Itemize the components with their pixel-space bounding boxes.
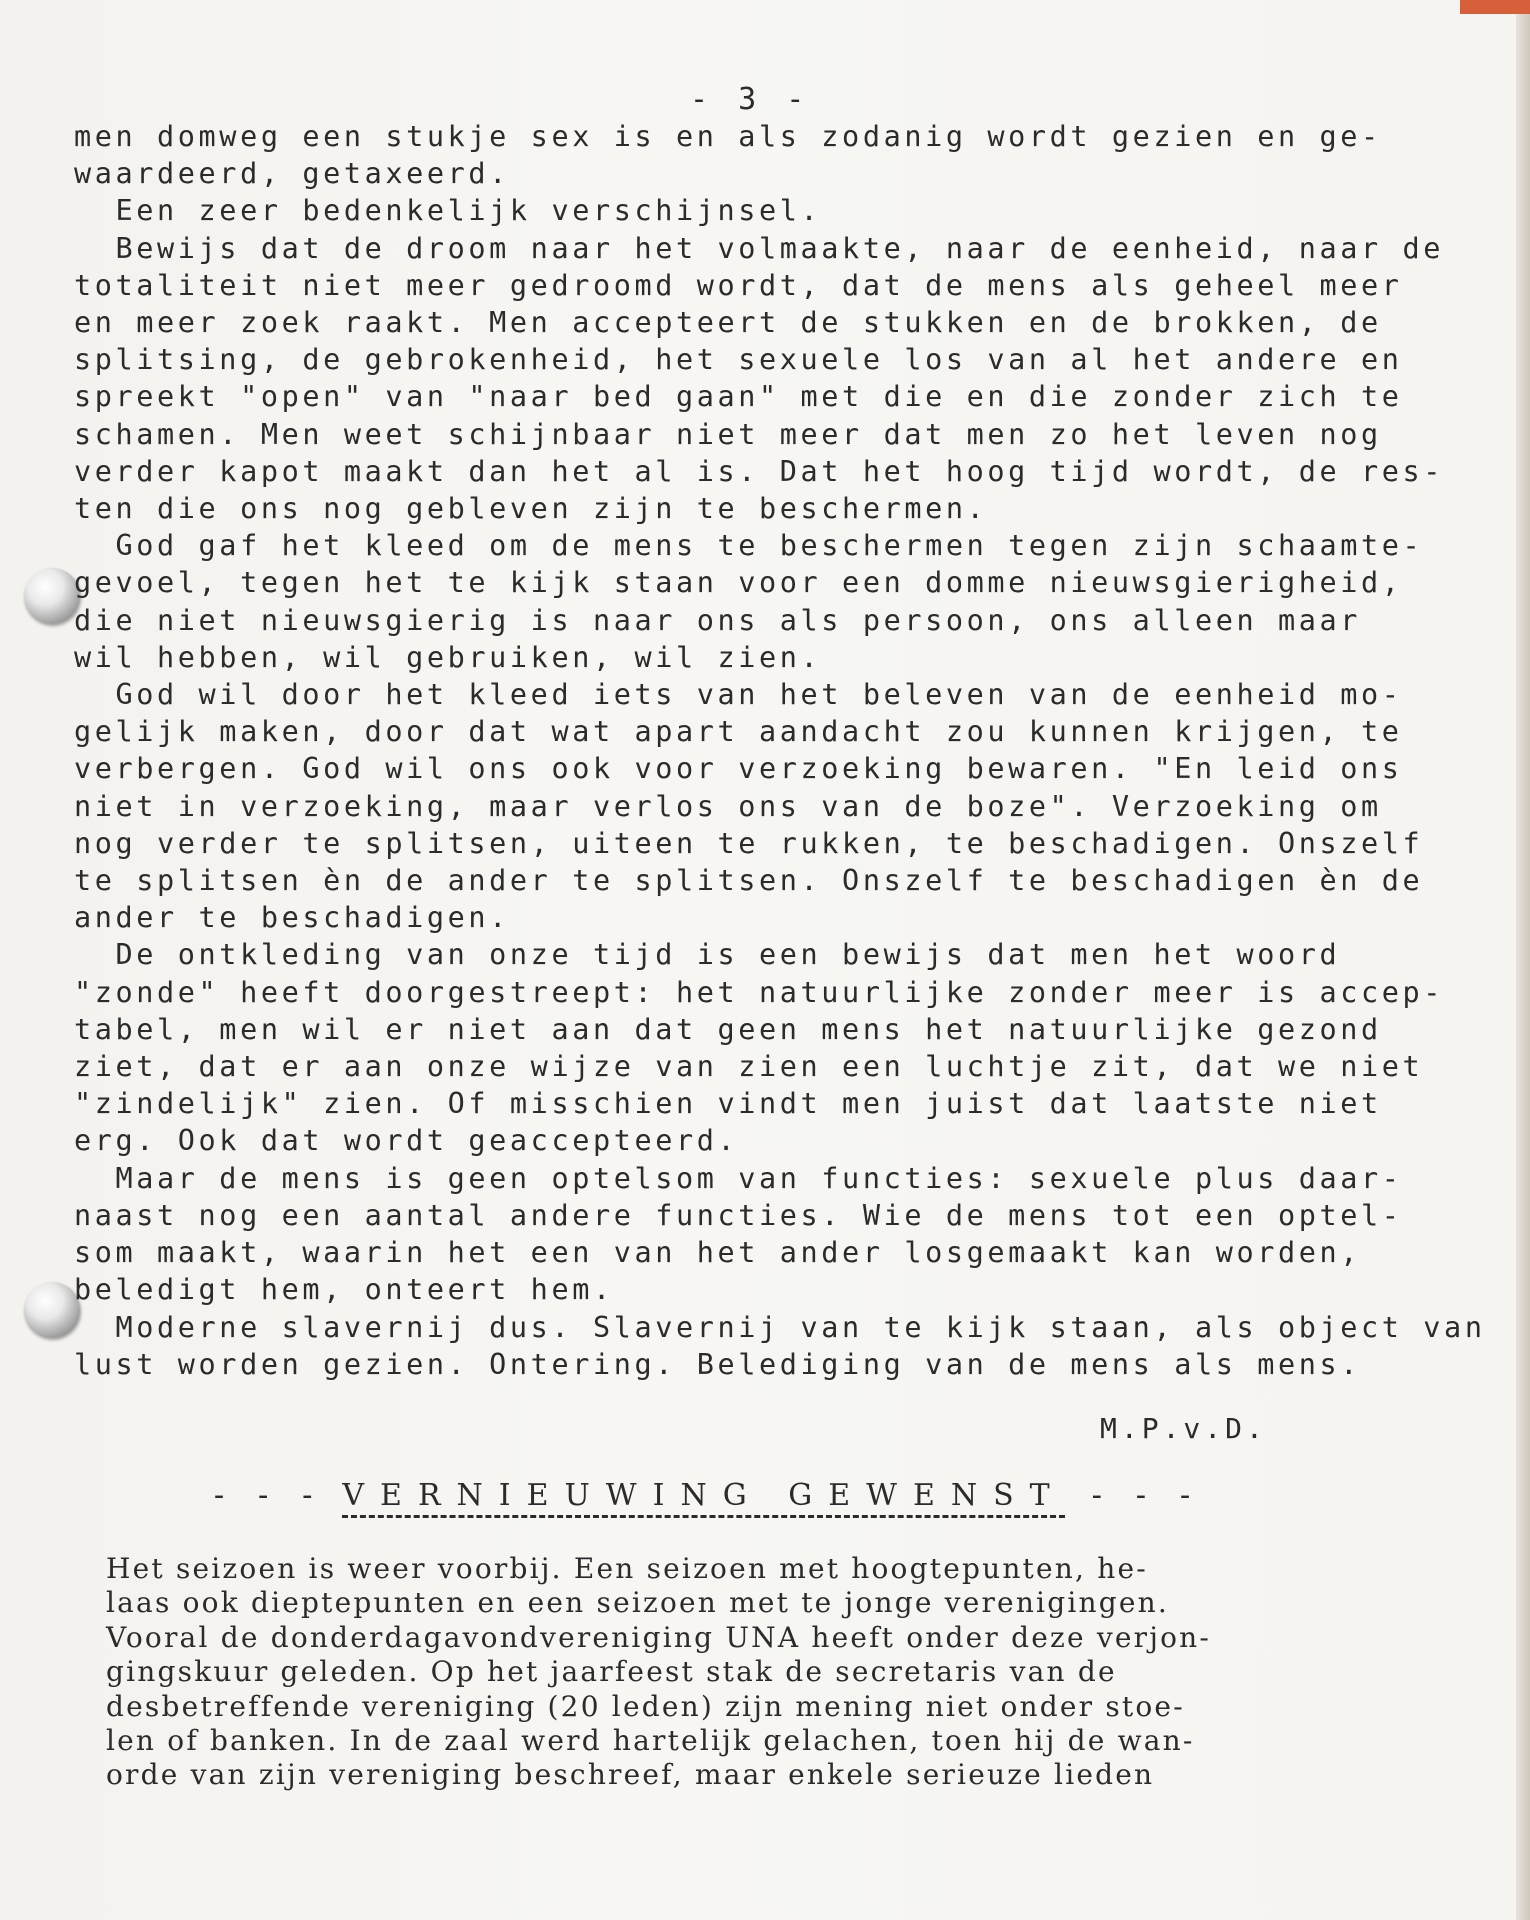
text-line: te splitsen èn de ander te splitsen. Onszelf te beschadigen èn de — [74, 864, 1424, 898]
text-line: splitsing, de gebrokenheid, het sexuele los van al het andere en — [74, 343, 1403, 377]
text-line: Bewijs dat de droom naar het volmaakte, naar de eenheid, naar de — [74, 231, 1445, 265]
text-line: verder kapot maakt dan het al is. Dat het hoog tijd wordt, de res- — [74, 454, 1445, 488]
author-signature: M.P.v.D. — [1100, 1412, 1267, 1445]
text-line: Vooral de donderdagavondvereniging UNA heeft onder deze verjon- — [106, 1620, 1212, 1654]
text-line: ziet, dat er aan onze wijze van zien een luchtje zit, dat we niet — [74, 1050, 1424, 1084]
text-line: beledigt hem, onteert hem. — [74, 1273, 614, 1307]
text-line: spreekt "open" van "naar bed gaan" met die en die zonder zich te — [74, 380, 1403, 414]
text-line: orde van zijn vereniging beschreef, maar enkele serieuze lieden — [106, 1758, 1155, 1792]
text-line: Moderne slavernij dus. Slavernij van te kijk staan, als object van — [74, 1310, 1486, 1344]
text-line: nog verder te splitsen, uiteen te rukken, te beschadigen. Onszelf — [74, 826, 1424, 860]
text-line: Maar de mens is geen optelsom van functies: sexuele plus daar- — [74, 1161, 1403, 1195]
text-line: men domweg een stukje sex is en als zodanig wordt gezien en ge- — [74, 120, 1382, 153]
text-line: tabel, men wil er niet aan dat geen mens het natuurlijke gezond — [74, 1012, 1382, 1046]
punch-hole-bottom — [24, 1282, 80, 1338]
text-line: en meer zoek raakt. Men accepteert de stukken en de brokken, de — [74, 306, 1382, 340]
text-line: "zonde" heeft doorgestreept: het natuurlijke zonder meer is accep- — [74, 975, 1445, 1009]
text-line: die niet nieuwsgierig is naar ons als persoon, ons alleen maar — [74, 603, 1362, 637]
heading-suffix: - - - — [1065, 1478, 1199, 1513]
text-line: gelijk maken, door dat wat apart aandacht zou kunnen krijgen, te — [74, 715, 1403, 749]
punch-hole-top — [24, 568, 80, 624]
text-line: De ontkleding van onze tijd is een bewijs dat men het woord — [74, 938, 1341, 972]
text-line: gingskuur geleden. Op het jaarfeest stak de secretaris van de — [106, 1655, 1117, 1689]
text-line: wil hebben, wil gebruiken, wil zien. — [74, 640, 822, 674]
text-line: Het seizoen is weer voorbij. Een seizoen met hoogtepunten, he- — [106, 1552, 1148, 1585]
text-line: desbetreffende vereniging (20 leden) zijn mening niet onder stoe- — [106, 1689, 1185, 1723]
text-line: God wil door het kleed iets van het beleven van de eenheid mo- — [74, 678, 1403, 712]
text-line: gevoel, tegen het te kijk staan voor een domme nieuwsgierigheid, — [74, 566, 1403, 600]
text-line: "zindelijk" zien. Of misschien vindt men juist dat laatste niet — [74, 1087, 1382, 1121]
section-body — [106, 1552, 1406, 1793]
text-line: naast nog een aantal andere functies. Wie de mens tot een optel- — [74, 1198, 1403, 1232]
text-line: waardeerd, getaxeerd. — [74, 157, 510, 191]
cover-edge — [1460, 0, 1530, 14]
text-line: verbergen. God wil ons ook voor verzoeking bewaren. "En leid ons — [74, 752, 1403, 786]
page-number: - 3 - — [690, 82, 811, 117]
article-body — [74, 118, 1486, 1383]
text-line: niet in verzoeking, maar verlos ons van de boze". Verzoeking om — [74, 789, 1382, 823]
text-line: ten die ons nog gebleven zijn te beschermen. — [74, 492, 988, 526]
heading-prefix: - - - — [210, 1478, 343, 1513]
text-line: lust worden gezien. Ontering. Belediging van de mens als mens. — [74, 1347, 1362, 1381]
text-line: laas ook dieptepunten en een seizoen met te jonge verenigingen. — [106, 1586, 1169, 1620]
text-line: God gaf het kleed om de mens te beschermen tegen zijn schaamte- — [74, 529, 1424, 563]
text-line: erg. Ook dat wordt geaccepteerd. — [74, 1124, 739, 1158]
text-line: som maakt, waarin het een van het ander losgemaakt kan worden, — [74, 1236, 1362, 1270]
text-line: len of banken. In de zaal werd hartelijk gelachen, toen hij de wan- — [106, 1724, 1195, 1758]
heading-title: VERNIEUWING GEWENST — [342, 1478, 1066, 1513]
section-heading — [210, 1478, 1198, 1513]
text-line: schamen. Men weet schijnbaar niet meer dat men zo het leven nog — [74, 417, 1382, 451]
page-edge — [1516, 0, 1530, 1920]
text-line: totaliteit niet meer gedroomd wordt, dat de mens als geheel meer — [74, 268, 1403, 302]
text-line: ander te beschadigen. — [74, 901, 510, 935]
text-line: Een zeer bedenkelijk verschijnsel. — [74, 194, 822, 228]
